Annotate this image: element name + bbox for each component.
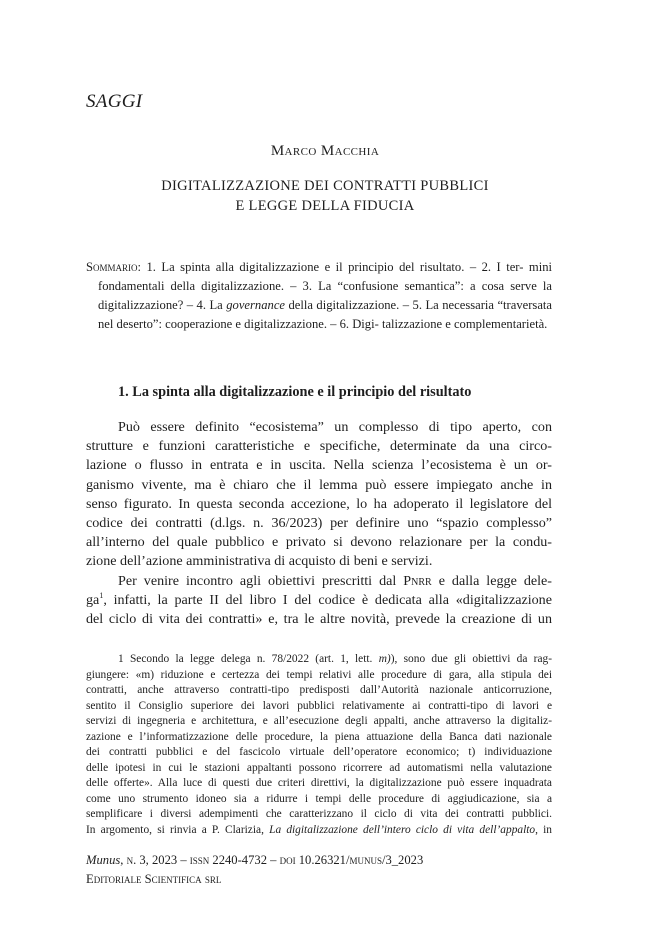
- body-line: Può essere definito “ecosistema” un complesso di tipo aperto, con: [118, 419, 552, 435]
- governance-term: governance: [226, 298, 285, 312]
- summary-text: Sommario: 1. La spinta alla digitalizzazione e il principio del risultato. – 2. I ter- mini fondamentali della digitalizzazione. – 3. La “confusione semantica”: a cosa serve la digitalizzazione? – 4. La governance della digitalizzazione. – 5. La necessaria “traversata nel deserto”: cooperazione e digitalizzazione. – 6. Digi- talizzazione e complementarietà.: [86, 260, 553, 331]
- footnote-line: contratti, anche attraverso contratti-tipo predisposti dall’Autorità nazionale anticorruzione,: [86, 684, 552, 696]
- page-footer: [86, 851, 552, 889]
- footnote-line: sentito il Consiglio superiore dei lavori pubblici relativamente ai contratti-tipo di lavori e: [86, 699, 552, 712]
- footnote-line: zazione e l’informatizzazione delle procedure, la piena attuazione della Banca dati nazionale: [86, 730, 552, 743]
- footnote-line: semplificare i diversi adempimenti che caratterizzano il ciclo di vita dei contratti pubblici.: [86, 808, 552, 820]
- footnote: [86, 652, 552, 838]
- footnote-line: In argomento, si rinvia a P. Clarizia, La digitalizzazione dell’intero ciclo di vita dell’appalto, in: [86, 823, 553, 836]
- section-label: SAGGI: [86, 91, 143, 112]
- title-line: E LEGGE DELLA FIDUCIA: [235, 198, 415, 214]
- body-line: codice dei contratti (d.lgs. n. 36/2023) per definire uno “spazio complesso”: [86, 515, 552, 532]
- summary-label: Sommario:: [86, 260, 142, 274]
- pnrr-acronym: Pnrr: [403, 572, 432, 589]
- footnote-line: servizi di ingegneria e architettura, e all’esecuzione degli appalti, anche attraverso la digitaliz-: [86, 715, 552, 727]
- footnote-line: dei contratti pubblici e del fascicolo virtuale dell’operatore economico; t) individuazione: [86, 746, 552, 758]
- body-line: zione dell’azione amministrativa di acquisto di beni e servizi.: [86, 553, 433, 570]
- article-title: [0, 176, 650, 216]
- footnote-ref[interactable]: 1: [99, 590, 104, 600]
- journal-name: Munus: [86, 853, 121, 867]
- footnote-line: giungere: «m) riduzione e certezza dei tempi relativi alle procedure di gara, alla stipula dei: [86, 668, 552, 681]
- body-line: $ga^1$, infatti, la parte II del libro I del codice è dedicata alla «digitalizzazione: [86, 590, 552, 608]
- body-text: [86, 418, 552, 629]
- footnote-line: 1 Secondo la legge delega n. 78/2022 (art. 1, lett. m)), sono due gli obiettivi da rag-: [118, 653, 553, 665]
- author-name: Marco Macchia: [270, 143, 380, 159]
- footnote-line: delle ipotesi in cui le stazioni appaltanti possono ricorrere ad automatismi nella valutazione: [86, 761, 552, 774]
- body-line: Per venire incontro agli obiettivi prescritti dal Pnrr e dalla legge dele-: [118, 572, 552, 589]
- section-heading: 1. La spinta alla digitalizzazione e il principio del risultato: [118, 384, 472, 400]
- title-line: DIGITALIZZAZIONE DEI CONTRATTI PUBBLICI: [161, 178, 489, 194]
- body-line: ganismo vivente, ma è chiaro che il lemma può essere impiegato anche in: [86, 476, 552, 493]
- footnote-line: delle offerte». Alla luce di questi due criteri direttivi, la digitalizzazione può essere inquadrata: [86, 777, 552, 789]
- body-line: lazione o flusso in entrata e in uscita. Nella scienza l’ecosistema è un or-: [86, 457, 552, 474]
- body-line: all’interno del quale pubblico e privato si devono relazionare per la condu-: [86, 534, 552, 551]
- publisher: Editoriale Scientifica srl: [86, 872, 222, 886]
- body-line: senso figurato. In questa seconda accezione, lo ha adoperato il legislatore del: [86, 495, 552, 512]
- footnote-line: come uno strumento idoneo sia a ridurre i tempi delle procedure di aggiudicazione, sia a: [86, 792, 552, 805]
- body-line: strutture e funzioni caratteristiche e specifiche, determinate da una circo-: [86, 438, 552, 455]
- summary: [86, 258, 552, 334]
- body-line: del ciclo di vita dei contratti» e, tra le altre novità, prevede la creazione di un: [86, 611, 552, 628]
- journal-citation: Munus, n. 3, 2023 – issn 2240-4732 – doi 10.26321/munus/3_2023: [86, 853, 424, 867]
